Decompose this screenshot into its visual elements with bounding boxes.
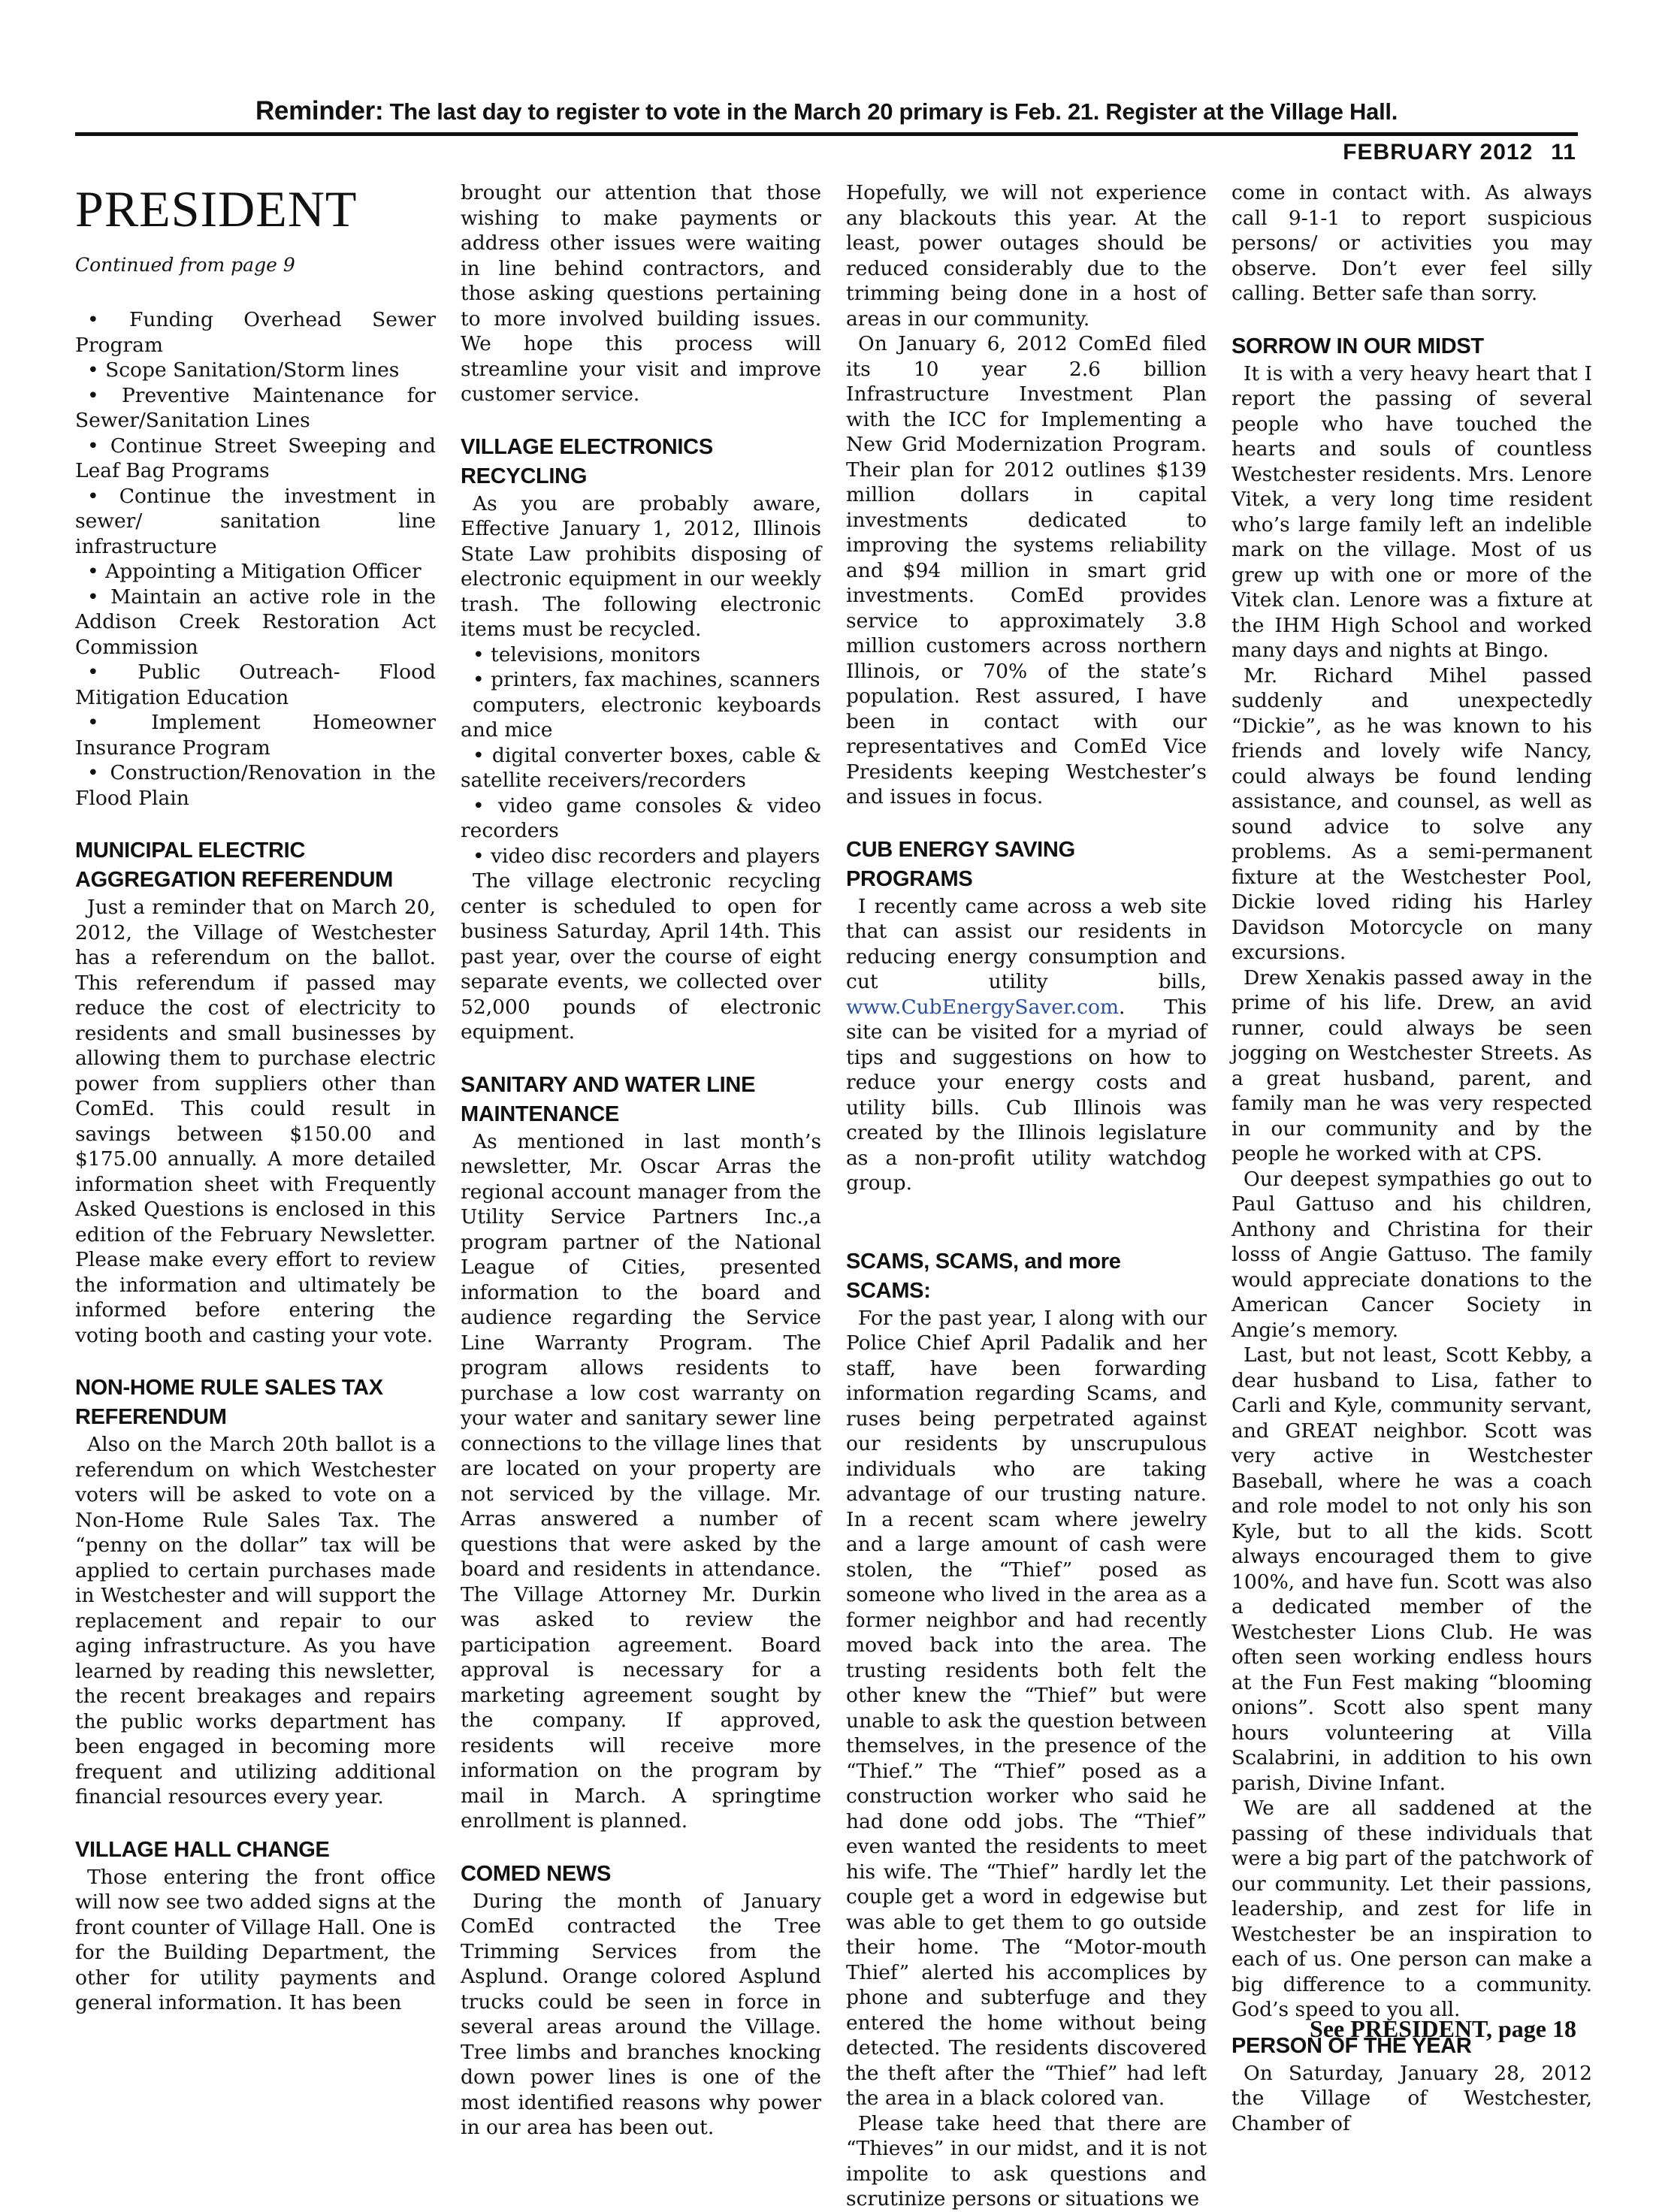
- cub-text-after: . This site can be visited for a myriad of tips and suggestions on how to reduce your energy costs and utility bills. Cub Illinois was created by the Illinois legislature as a non-profit utility watchdog group.: [846, 995, 1207, 1195]
- section-heading: VILLAGE HALL CHANGE: [75, 1837, 330, 1862]
- list-item: • video game consoles & video recorders: [461, 793, 821, 844]
- paragraph: Drew Xenakis passed away in the prime of his life. Drew, an avid runner, could always be seen jogging on Westchester Streets. As a great husband, parent, and family man he was very respected in our community and by the people he worked with at CPS.: [1231, 965, 1592, 1165]
- column-3: [846, 180, 1207, 2210]
- list-item: • Public Outreach- Flood Mitigation Education: [75, 660, 436, 710]
- list-item: • video disc recorders and players: [461, 844, 821, 869]
- goals-list: [75, 307, 436, 811]
- paragraph: brought our attention that those wishing to make payments or address other issues were waiting in line behind contractors, and those asking questions pertaining to more involved building issues. We hope this process will streamline your visit and improve customer service.: [461, 181, 821, 406]
- issue-date: FEBRUARY 2012: [1343, 140, 1534, 165]
- paragraph: The village electronic recycling center is scheduled to open for business Saturday, April 14th. This past year, over the course of eight separate events, we collected over 52,000 pounds of electronic equipment.: [461, 869, 821, 1044]
- paragraph: Hopefully, we will not experience any blackouts this year. At the least, power outages should be reduced considerably due to the trimming being done in a host of areas in our community.: [846, 181, 1207, 331]
- list-item: • Scope Sanitation/Storm lines: [75, 358, 436, 383]
- page-number: 11: [1551, 140, 1576, 165]
- list-item: • digital converter boxes, cable & satellite receivers/recorders: [461, 743, 821, 793]
- paragraph: come in contact with. As always call 9-1-1 to report suspicious persons/ or activities you may observe. Don’t ever feel silly calling. Better safe than sorry.: [1231, 181, 1592, 305]
- section-heading: SANITARY AND WATER LINE MAINTENANCE: [461, 1072, 756, 1126]
- paragraph: For the past year, I along with our Police Chief April Padalik and her staff, have been forwarding information regarding Scams, and ruses being perpetrated against our residents by unscrupulous individuals who are taking advantage of our trusting nature. In a recent scam where jewelry and a large amount of cash were stolen, the “Thief” posed as someone who lived in the area as a former neighbor and had recently moved back into the area. The trusting residents both felt the other knew the “Thief” but were unable to ask the question between themselves, in the presence of the “Thief.” The “Thief” posed as a construction worker who said he had done odd jobs. The “Thief” even wanted the residents to meet his wife. The “Thief” hardly let the couple get a word in edgewise but was able to get them to go outside their home. The “Motor-mouth Thief” alerted his accomplices by phone and subterfuge and they entered the home without being detected. The residents discovered the theft after the “Thief” had left the area in a black colored van.: [846, 1306, 1207, 2110]
- paragraph: Also on the March 20th ballot is a referendum on which Westchester voters will be asked to vote on a Non-Home Rule Sales Tax. The “penny on the dollar” tax will be applied to certain purchases made in Westchester and will support the replacement and repair to our aging infrastructure. As you have learned by reading this newsletter, the recent breakages and repairs the public works department has been engaged in becoming more frequent and utilizing additional financial resources every year.: [75, 1433, 436, 1809]
- list-item: • Construction/Renovation in the Flood Plain: [75, 760, 436, 811]
- list-item: • Maintain an active role in the Addison Creek Restoration Act Commission: [75, 585, 436, 660]
- section-heading: PERSON OF THE YEAR: [1231, 2033, 1472, 2058]
- section-heading: SCAMS, SCAMS, and more SCAMS:: [846, 1249, 1121, 1303]
- list-item: • Funding Overhead Sewer Program: [75, 307, 436, 358]
- paragraph: On January 6, 2012 ComEd filed its 10 year 2.6 billion Infrastructure Investment Plan with the ICC for Implementing a New Grid Modernization Program. Their plan for 2012 outlines $139 million dollars in capital investments dedicated to improving the systems reliability and $94 million in smart grid investments. ComEd provides service to approximately 3.8 million customers across northern Illinois, or 70% of the state’s population. Rest assured, I have been in contact with our representatives and ComEd Vice Presidents keeping Westchester’s and issues in focus.: [846, 332, 1207, 808]
- section-heading: MUNICIPAL ELECTRIC AGGREGATION REFERENDUM: [75, 839, 394, 892]
- paragraph: It is with a very heavy heart that I report the passing of several people who have touched the hearts and souls of countless Westchester residents. Mrs. Lenore Vitek, a very long time resident who’s large family left an indelible mark on the village. Most of us grew up with one or more of the Vitek clan. Lenore was a fixture at the IHM High School and worked many days and nights at Bingo.: [1231, 361, 1592, 662]
- recycling-list-continued: [461, 743, 821, 869]
- section-heading: COMED NEWS: [461, 1861, 612, 1886]
- reminder-lead: Reminder:: [255, 96, 384, 125]
- paragraph: Just a reminder that on March 20, 2012, the Village of Westchester has a referendum on the ballot. This referendum if passed may reduce the cost of electricity to residents and small businesses by allowing them to purchase electric power from suppliers other than ComEd. This could result in savings between $150.00 and $175.00 annually. A more detailed information sheet with Frequently Asked Questions is enclosed in this edition of the February Newsletter. Please make every effort to review the information and ultimately be informed before entering the voting booth and casting your vote.: [75, 896, 436, 1347]
- reminder-text: The last day to register to vote in the March 20 primary is Feb. 21. Register at the Village Hall.: [389, 98, 1398, 125]
- paragraph: As you are probably aware, Effective January 1, 2012, Illinois State Law prohibits disposing of electronic equipment in our weekly trash. The following electronic items must be recycled.: [461, 491, 821, 641]
- column-2: [461, 180, 822, 2139]
- jump-line[interactable]: See PRESIDENT, page 18: [1310, 2015, 1576, 2042]
- section-heading: SORROW IN OUR MIDST: [1231, 334, 1484, 358]
- paragraph: Mr. Richard Mihel passed suddenly and unexpectedly “Dickie”, as he was known to his friends and lovely wife Nancy, could always be found lending assistance, and counsel, as well as sound advice to solve any problems. As a semi-permanent fixture at the Westchester Pool, Dickie loved riding his Harley Davidson Motorcycle on many excursions.: [1231, 663, 1592, 964]
- list-item: • Preventive Maintenance for Sewer/Sanitation Lines: [75, 383, 436, 434]
- cub-link[interactable]: www.CubEnergySaver.com: [846, 995, 1120, 1019]
- paragraph: Please take heed that there are “Thieves” in our midst, and it is not impolite to ask questions and scrutinize persons or situations we: [846, 2111, 1207, 2210]
- list-item: • printers, fax machines, scanners: [461, 667, 821, 693]
- article-title: PRESIDENT: [75, 180, 358, 237]
- cub-text-before: I recently came across a web site that can assist our residents in reducing energy consumption and cut utility bills,: [846, 894, 1207, 993]
- continued-note: Continued from page 9: [75, 254, 295, 276]
- list-item: • Implement Homeowner Insurance Program: [75, 710, 436, 760]
- reminder-banner: [75, 96, 1578, 126]
- section-heading: NON-HOME RULE SALES TAX REFERENDUM: [75, 1376, 383, 1429]
- paragraph: Last, but not least, Scott Kebby, a dear husband to Lisa, father to Carli and Kyle, community servant, and GREAT neighbor. Scott was very active in Westchester Baseball, where he was a coach and role model to not only his son Kyle, but to all the kids. Scott always encouraged them to give 100%, and have fun. Scott was also a dedicated member of the Westchester Lions Club. He was often seen working endless hours at the Fun Fest making “blooming onions”. Scott also spent many hours volunteering at Villa Scalabrini, in addition to his own parish, Divine Infant.: [1231, 1343, 1592, 1795]
- paragraph: We are all saddened at the passing of these individuals that were a big part of the patchwork of our community. Let their passions, leadership, and zest for life in Westchester be an inspiration to each of us. One person can make a big difference to a community. God’s speed to you all.: [1231, 1796, 1592, 2021]
- paragraph: As mentioned in last month’s newsletter, Mr. Oscar Arras the regional account manager from the Utility Service Partners Inc.,a program partner of the National League of Cities, presented information to the board and audience regarding the Service Line Warranty Program. The program allows residents to purchase a low cost warranty on your water and sanitary sewer line connections to the village lines that are located on your property are not serviced by the village. Mr. Arras answered a number of questions that were asked by the board and residents in attendance. The Village Attorney Mr. Durkin was asked to review the participation agreement. Board approval is necessary for a marketing agreement sought by the company. If approved, residents will receive more information on the program by mail in March. A springtime enrollment is planned.: [461, 1129, 821, 1833]
- paragraph: [846, 894, 1207, 1196]
- column-4: [1231, 180, 1592, 2135]
- section-heading: CUB ENERGY SAVING PROGRAMS: [846, 837, 1075, 891]
- paragraph: Those entering the front office will now see two added signs at the front counter of Village Hall. One is for the Building Department, the other for utility payments and general information. It has been: [75, 1865, 436, 2014]
- recycling-list: [461, 642, 821, 693]
- paragraph: computers, electronic keyboards and mice: [461, 693, 821, 742]
- header-rule: [75, 132, 1578, 136]
- paragraph: On Saturday, January 28, 2012 the Village of Westchester, Chamber of: [1231, 2061, 1592, 2135]
- page-folio: [1343, 140, 1576, 165]
- section-heading: VILLAGE ELECTRONICS RECYCLING: [461, 434, 713, 488]
- paragraph: During the month of January ComEd contracted the Tree Trimming Services from the Asplund. Orange colored Asplund trucks could be seen in force in several areas around the Village. Tree limbs and branches knocking down power lines is one of the most identified reasons why power in our area has been out.: [461, 1889, 821, 2139]
- list-item: • televisions, monitors: [461, 642, 821, 668]
- paragraph: Our deepest sympathies go out to Paul Gattuso and his children, Anthony and Christina for their losss of Angie Gattuso. The family would appreciate donations to the American Cancer Society in Angie’s memory.: [1231, 1167, 1592, 1342]
- list-item: • Continue Street Sweeping and Leaf Bag Programs: [75, 434, 436, 484]
- column-1: [75, 180, 436, 2044]
- list-item: • Continue the investment in sewer/ sanitation line infrastructure: [75, 484, 436, 560]
- list-item: • Appointing a Mitigation Officer: [75, 559, 436, 585]
